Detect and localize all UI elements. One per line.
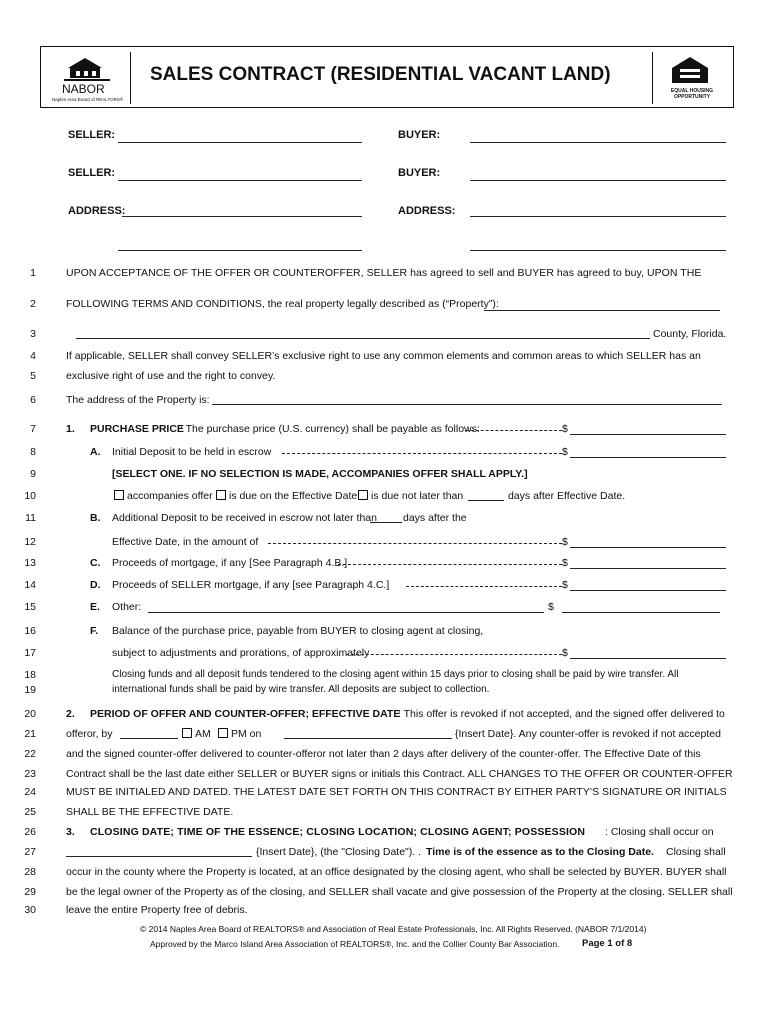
item-f-text: Balance of the purchase price, payable from BUYER to closing agent at closing,: [112, 625, 484, 637]
line-number: 2: [30, 298, 36, 310]
line-number: 18: [24, 669, 36, 681]
line-number: 3: [30, 328, 36, 340]
line-number: 28: [24, 866, 36, 878]
section-2-num: 2.: [66, 708, 75, 720]
line-number: 6: [30, 394, 36, 406]
select-one-instruction: [SELECT ONE. IF NO SELECTION IS MADE, ACCOMPANIES OFFER SHALL APPLY.]: [112, 468, 528, 480]
closing-text: : Closing shall occur on: [605, 826, 714, 838]
seller-address-field-2[interactable]: [118, 250, 362, 251]
seller-field-1[interactable]: [118, 142, 362, 143]
line-number: 10: [24, 490, 36, 502]
buyer-address-label: ADDRESS:: [398, 205, 456, 217]
item-f-letter: F.: [90, 625, 99, 637]
line-number: 30: [24, 904, 36, 916]
item-b-suffix: days after the: [403, 512, 467, 524]
line-number: 16: [24, 625, 36, 637]
logo-text: NABOR: [62, 82, 105, 96]
line-number: 29: [24, 886, 36, 898]
footer-copyright: © 2014 Naples Area Board of REALTORS® and Association of Real Estate Professionals, Inc. All Rights Reserved. (NABOR 7/1/2014): [140, 924, 647, 934]
other-amount-field[interactable]: [562, 612, 720, 613]
line-27-a: {Insert Date}, (the "Closing Date"). .: [256, 846, 422, 858]
purchase-price-text: : The purchase price (U.S. currency) shall be payable as follows:: [180, 423, 480, 435]
line-19: international funds shall be paid by wire transfer. All deposits are subject to collection.: [112, 684, 490, 695]
logo: [48, 52, 131, 104]
line-5: exclusive right of use and the right to convey.: [66, 370, 276, 382]
closing-date-field[interactable]: [66, 856, 252, 857]
item-c-letter: C.: [90, 557, 101, 569]
line-number: 4: [30, 350, 36, 362]
dash-fill-17: [346, 654, 562, 655]
dash-fill-14: [406, 586, 562, 587]
nabor-logo-icon: [62, 54, 112, 82]
item-b-text: Additional Deposit to be received in escrow not later than: [112, 512, 377, 524]
property-address-field[interactable]: [212, 404, 722, 405]
line-number: 14: [24, 579, 36, 591]
page-number: Page 1 of 8: [582, 938, 633, 949]
purchase-price-heading: PURCHASE PRICE: [90, 423, 184, 435]
item-e-text: Other:: [112, 601, 142, 613]
line-number: 19: [24, 684, 36, 696]
seller-address-label: ADDRESS:: [68, 205, 126, 217]
line-25: SHALL BE THE EFFECTIVE DATE.: [66, 806, 234, 818]
dollar-14: $: [562, 579, 568, 591]
item-a-letter: A.: [90, 446, 101, 458]
line-30: leave the entire Property free of debris.: [66, 904, 248, 916]
dollar-13: $: [562, 557, 568, 569]
buyer-field-1[interactable]: [470, 142, 726, 143]
additional-deposit-field[interactable]: [570, 547, 726, 548]
mortgage-proceeds-field[interactable]: [570, 568, 726, 569]
item-a-text: Initial Deposit to be held in escrow: [112, 446, 272, 458]
dollar-17: $: [562, 647, 568, 659]
property-legal-field[interactable]: [484, 310, 720, 311]
line-29: be the legal owner of the Property as of the closing, and SELLER shall vacate and give possession of the Property at the closing. SELLER shall: [66, 886, 733, 898]
item-d-text: Proceeds of SELLER mortgage, if any [see Paragraph 4.C.]: [112, 579, 390, 591]
line-number: 20: [24, 708, 36, 720]
other-description-field[interactable]: [148, 612, 544, 613]
initial-deposit-field[interactable]: [570, 457, 726, 458]
line-number: 21: [24, 728, 36, 740]
buyer-field-2[interactable]: [470, 180, 726, 181]
item-d-letter: D.: [90, 579, 101, 591]
line-number: 7: [30, 423, 36, 435]
dash-fill-7: [466, 430, 562, 431]
dash-fill-8: [282, 453, 562, 454]
line-number: 13: [24, 557, 36, 569]
line-23: Contract shall be the last date either SELLER or BUYER signs or initials this Contract. ALL CHANGES TO THE OFFER OR COUNTER-OFFER: [66, 768, 733, 780]
line-number: 15: [24, 601, 36, 613]
purchase-price-field[interactable]: [570, 434, 726, 435]
line-number: 27: [24, 846, 36, 858]
offer-time-field[interactable]: [120, 738, 178, 739]
line-3-end: County, Florida.: [653, 328, 727, 340]
line-number: 22: [24, 748, 36, 760]
item-c-text: Proceeds of mortgage, if any [See Paragraph 4.B.]: [112, 557, 348, 569]
buyer-label-1: BUYER:: [398, 129, 441, 141]
line-2: FOLLOWING TERMS AND CONDITIONS, the real property legally described as (“Property”):: [66, 298, 499, 310]
equal-housing-icon: [670, 56, 710, 84]
line-18: Closing funds and all deposit funds tendered to the closing agent within 15 days prior to closing shall be paid by wire transfer. All: [112, 669, 679, 680]
buyer-label-2: BUYER:: [398, 167, 441, 179]
section-3-num: 3.: [66, 826, 75, 838]
am-option[interactable]: AM: [180, 728, 211, 740]
line-number: 5: [30, 370, 36, 382]
item-f-text-2: subject to adjustments and prorations, of approximately: [112, 647, 370, 659]
pm-checkbox[interactable]: [218, 728, 228, 738]
line-number: 11: [25, 512, 36, 524]
accompanies-checkbox[interactable]: [114, 490, 124, 500]
seller-label-2: SELLER:: [68, 167, 116, 179]
footer-approved: Approved by the Marco Island Area Association of REALTORS®, Inc. and the Collier County Bar Association.: [150, 939, 560, 949]
buyer-address-field-1[interactable]: [470, 216, 726, 217]
dollar-12: $: [562, 536, 568, 548]
seller-address-field-1[interactable]: [122, 216, 362, 217]
period-of-offer-heading: PERIOD OF OFFER AND COUNTER-OFFER; EFFECTIVE DATE: [90, 708, 401, 720]
line-number: 12: [24, 536, 36, 548]
balance-field[interactable]: [570, 658, 726, 659]
deposit-days-suffix: days after Effective Date.: [508, 490, 626, 502]
line-number: 24: [24, 786, 36, 798]
seller-label-1: SELLER:: [68, 129, 116, 141]
seller-mortgage-field[interactable]: [570, 590, 726, 591]
line-28: occur in the county where the Property is located, at an office designated by the closing agent, who shall be selected by BUYER. BUYER shall: [66, 866, 727, 878]
offer-date-field[interactable]: [284, 738, 452, 739]
dash-fill-13: [338, 564, 562, 565]
eho-text: EQUAL HOUSING OPPORTUNITY: [670, 88, 714, 100]
deposit-days-field[interactable]: [468, 500, 504, 501]
seller-field-2[interactable]: [118, 180, 362, 181]
section-1-num: 1.: [66, 423, 75, 435]
am-checkbox[interactable]: [182, 728, 192, 738]
deposit-option-effective[interactable]: is due on the Effective Date: [214, 490, 357, 502]
line-27-b: Time is of the essence as to the Closing Date.: [426, 846, 654, 858]
line-4: If applicable, SELLER shall convey SELLER’s exclusive right to use any common elements and common areas to which SELLER has an: [66, 350, 701, 362]
item-b-amount-text: Effective Date, in the amount of: [112, 536, 259, 548]
line-number: 26: [24, 826, 36, 838]
page-title: SALES CONTRACT (RESIDENTIAL VACANT LAND): [150, 64, 611, 85]
dollar-15: $: [548, 601, 554, 613]
line-24: MUST BE INITIALED AND DATED. THE LATEST DATE SET FORTH ON THIS CONTRACT BY EITHER PARTY’S SIGNATURE OR INITIALS: [66, 786, 727, 798]
line-number: 1: [30, 267, 36, 279]
deposit-option-accompanies[interactable]: accompanies offer: [112, 490, 213, 502]
line-number: 17: [24, 647, 36, 659]
dollar-7: $: [562, 423, 568, 435]
not-later-checkbox[interactable]: [358, 490, 368, 500]
item-b-letter: B.: [90, 512, 101, 524]
dollar-8: $: [562, 446, 568, 458]
item-e-letter: E.: [90, 601, 100, 613]
line-6: The address of the Property is:: [66, 394, 210, 406]
line-22: and the signed counter-offer delivered to counter-offeror not later than 2 days after delivery of the counter-offer. The Effective Date of this: [66, 748, 701, 760]
line-number: 8: [30, 446, 36, 458]
pm-option[interactable]: PM on: [216, 728, 261, 740]
buyer-address-field-2[interactable]: [470, 250, 726, 251]
eho-box: [652, 52, 727, 104]
dash-fill-12: [268, 543, 562, 544]
legal-description-field[interactable]: [76, 338, 650, 339]
line-21-b: {Insert Date}. Any counter-offer is revoked if not accepted: [455, 728, 721, 740]
line-1: UPON ACCEPTANCE OF THE OFFER OR COUNTEROFFER, SELLER has agreed to sell and BUYER has agreed to buy, UPON THE: [66, 267, 702, 279]
logo-subtext: Naples Area Board of REALTORS®: [52, 97, 124, 102]
line-27-c: Closing shall: [666, 846, 726, 858]
line-number: 9: [30, 468, 36, 480]
line-number: 23: [24, 768, 36, 780]
effective-date-checkbox[interactable]: [216, 490, 226, 500]
line-number: 25: [24, 806, 36, 818]
closing-heading: CLOSING DATE; TIME OF THE ESSENCE; CLOSING LOCATION; CLOSING AGENT; POSSESSION: [90, 826, 586, 838]
line-21-a: offeror, by: [66, 728, 113, 740]
period-of-offer-text: : This offer is revoked if not accepted, and the signed offer delivered to: [398, 708, 725, 720]
deposit-option-later[interactable]: is due not later than: [356, 490, 463, 502]
additional-deposit-days-field[interactable]: [370, 522, 402, 523]
